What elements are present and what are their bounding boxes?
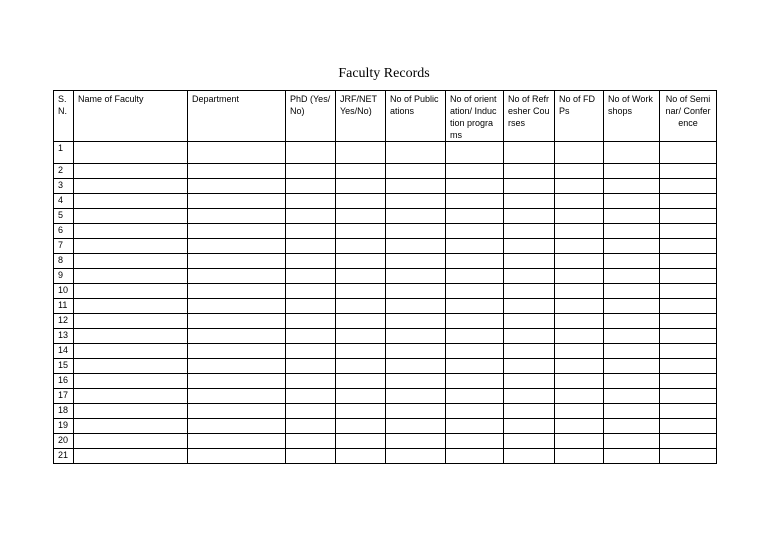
table-cell[interactable]	[336, 142, 386, 164]
header-department: Department	[188, 91, 286, 142]
table-cell[interactable]	[188, 209, 286, 224]
table-row	[54, 179, 717, 194]
table-cell[interactable]	[286, 142, 336, 164]
table-cell[interactable]	[660, 299, 717, 314]
table-cell[interactable]	[604, 359, 660, 374]
table-cell[interactable]	[504, 344, 555, 359]
table-row	[54, 374, 717, 389]
table-cell[interactable]	[286, 389, 336, 404]
table-cell[interactable]	[386, 314, 446, 329]
records-body	[54, 142, 717, 464]
table-cell[interactable]	[555, 299, 604, 314]
table-cell[interactable]	[74, 142, 188, 164]
table-row	[54, 224, 717, 239]
table-cell[interactable]	[660, 254, 717, 269]
table-cell[interactable]	[604, 389, 660, 404]
table-cell[interactable]	[446, 179, 504, 194]
table-cell[interactable]	[504, 374, 555, 389]
table-cell[interactable]	[336, 419, 386, 434]
table-cell[interactable]	[386, 344, 446, 359]
table-cell[interactable]	[286, 254, 336, 269]
table-cell[interactable]	[604, 209, 660, 224]
table-cell[interactable]	[74, 434, 188, 449]
table-row	[54, 194, 717, 209]
table-cell[interactable]	[386, 179, 446, 194]
table-cell[interactable]	[446, 142, 504, 164]
table-row	[54, 359, 717, 374]
table-cell[interactable]	[188, 239, 286, 254]
table-cell[interactable]	[446, 374, 504, 389]
page-title: Faculty Records	[338, 66, 430, 81]
table-cell[interactable]	[74, 164, 188, 179]
table-cell[interactable]	[555, 254, 604, 269]
table-cell[interactable]	[336, 359, 386, 374]
table-cell[interactable]	[446, 194, 504, 209]
table-cell[interactable]	[604, 164, 660, 179]
table-row	[54, 314, 717, 329]
table-cell[interactable]	[386, 239, 446, 254]
table-cell[interactable]	[386, 329, 446, 344]
table-cell[interactable]	[555, 179, 604, 194]
table-cell[interactable]	[504, 224, 555, 239]
table-cell[interactable]	[336, 164, 386, 179]
header-orientation-induction: No of orientation/ Induction programs	[446, 91, 504, 142]
table-cell[interactable]	[336, 314, 386, 329]
serial-number-cell: 2	[54, 164, 74, 179]
serial-number-cell: 19	[54, 419, 74, 434]
table-cell[interactable]	[660, 224, 717, 239]
table-cell[interactable]	[555, 329, 604, 344]
table-cell[interactable]	[555, 224, 604, 239]
table-cell[interactable]	[604, 179, 660, 194]
table-cell[interactable]	[188, 164, 286, 179]
table-cell[interactable]	[504, 142, 555, 164]
table-cell[interactable]	[74, 239, 188, 254]
table-cell[interactable]	[74, 314, 188, 329]
table-cell[interactable]	[386, 419, 446, 434]
table-cell[interactable]	[446, 224, 504, 239]
table-cell[interactable]	[188, 299, 286, 314]
table-cell[interactable]	[660, 329, 717, 344]
table-cell[interactable]	[386, 434, 446, 449]
table-cell[interactable]	[386, 254, 446, 269]
table-cell[interactable]	[660, 374, 717, 389]
serial-number-cell: 8	[54, 254, 74, 269]
table-cell[interactable]	[336, 284, 386, 299]
table-cell[interactable]	[555, 142, 604, 164]
table-cell[interactable]	[188, 224, 286, 239]
table-cell[interactable]	[286, 359, 336, 374]
table-cell[interactable]	[286, 374, 336, 389]
table-cell[interactable]	[555, 359, 604, 374]
table-cell[interactable]	[74, 389, 188, 404]
serial-number-cell: 17	[54, 389, 74, 404]
serial-number-cell: 3	[54, 179, 74, 194]
table-cell[interactable]	[386, 142, 446, 164]
table-cell[interactable]	[188, 344, 286, 359]
table-cell[interactable]	[504, 314, 555, 329]
serial-number-cell: 16	[54, 374, 74, 389]
table-cell[interactable]	[555, 284, 604, 299]
table-cell[interactable]	[286, 179, 336, 194]
table-cell[interactable]	[660, 449, 717, 464]
table-cell[interactable]	[660, 284, 717, 299]
table-row	[54, 329, 717, 344]
table-cell[interactable]	[504, 419, 555, 434]
table-cell[interactable]	[386, 389, 446, 404]
header-seminar-conference: No of Seminar/ Conference	[660, 91, 717, 142]
table-cell[interactable]	[555, 164, 604, 179]
table-cell[interactable]	[336, 209, 386, 224]
table-cell[interactable]	[504, 434, 555, 449]
table-cell[interactable]	[446, 434, 504, 449]
table-cell[interactable]	[188, 194, 286, 209]
table-cell[interactable]	[504, 404, 555, 419]
table-cell[interactable]	[504, 389, 555, 404]
table-cell[interactable]	[555, 314, 604, 329]
table-cell[interactable]	[604, 434, 660, 449]
table-cell[interactable]	[446, 269, 504, 284]
serial-number-cell: 7	[54, 239, 74, 254]
table-cell[interactable]	[604, 299, 660, 314]
table-row	[54, 209, 717, 224]
table-cell[interactable]	[74, 359, 188, 374]
table-cell[interactable]	[504, 209, 555, 224]
header-jrf-net: JRF/NET Yes/No)	[336, 91, 386, 142]
table-cell[interactable]	[446, 359, 504, 374]
serial-number-cell: 12	[54, 314, 74, 329]
table-cell[interactable]	[188, 389, 286, 404]
table-cell[interactable]	[188, 314, 286, 329]
table-cell[interactable]	[446, 314, 504, 329]
table-cell[interactable]	[74, 344, 188, 359]
table-cell[interactable]	[555, 374, 604, 389]
header-name-of-faculty: Name of Faculty	[74, 91, 188, 142]
table-cell[interactable]	[188, 374, 286, 389]
header-phd: PhD (Yes/No)	[286, 91, 336, 142]
table-cell[interactable]	[286, 314, 336, 329]
table-cell[interactable]	[504, 329, 555, 344]
table-row	[54, 254, 717, 269]
table-cell[interactable]	[386, 284, 446, 299]
table-cell[interactable]	[504, 359, 555, 374]
table-cell[interactable]	[74, 209, 188, 224]
table-cell[interactable]	[386, 404, 446, 419]
table-row	[54, 389, 717, 404]
table-cell[interactable]	[188, 179, 286, 194]
table-cell[interactable]	[336, 299, 386, 314]
table-cell[interactable]	[604, 419, 660, 434]
table-row	[54, 299, 717, 314]
table-cell[interactable]	[604, 269, 660, 284]
table-cell[interactable]	[286, 299, 336, 314]
table-cell[interactable]	[188, 284, 286, 299]
table-row	[54, 239, 717, 254]
serial-number-cell: 1	[54, 142, 74, 164]
table-cell[interactable]	[74, 269, 188, 284]
table-row	[54, 449, 717, 464]
table-cell[interactable]	[336, 224, 386, 239]
table-cell[interactable]	[604, 314, 660, 329]
table-cell[interactable]	[555, 449, 604, 464]
serial-number-cell: 13	[54, 329, 74, 344]
table-cell[interactable]	[188, 142, 286, 164]
table-cell[interactable]	[604, 374, 660, 389]
table-cell[interactable]	[604, 224, 660, 239]
table-cell[interactable]	[188, 434, 286, 449]
table-cell[interactable]	[660, 434, 717, 449]
table-cell[interactable]	[446, 209, 504, 224]
table-cell[interactable]	[286, 164, 336, 179]
table-row	[54, 344, 717, 359]
table-cell[interactable]	[74, 299, 188, 314]
table-cell[interactable]	[660, 269, 717, 284]
table-cell[interactable]	[386, 224, 446, 239]
table-cell[interactable]	[446, 419, 504, 434]
table-cell[interactable]	[286, 284, 336, 299]
table-cell[interactable]	[286, 404, 336, 419]
table-cell[interactable]	[446, 449, 504, 464]
table-cell[interactable]	[446, 404, 504, 419]
table-cell[interactable]	[446, 239, 504, 254]
table-cell[interactable]	[660, 239, 717, 254]
table-cell[interactable]	[336, 329, 386, 344]
table-cell[interactable]	[504, 194, 555, 209]
table-cell[interactable]	[386, 299, 446, 314]
table-cell[interactable]	[286, 209, 336, 224]
serial-number-cell: 6	[54, 224, 74, 239]
header-publications: No of Publications	[386, 91, 446, 142]
table-cell[interactable]	[188, 359, 286, 374]
table-cell[interactable]	[386, 374, 446, 389]
table-cell[interactable]	[74, 254, 188, 269]
table-cell[interactable]	[504, 284, 555, 299]
serial-number-cell: 15	[54, 359, 74, 374]
table-cell[interactable]	[555, 194, 604, 209]
table-row	[54, 404, 717, 419]
table-cell[interactable]	[74, 329, 188, 344]
table-cell[interactable]	[604, 284, 660, 299]
table-row	[54, 284, 717, 299]
table-cell[interactable]	[74, 179, 188, 194]
table-cell[interactable]	[555, 269, 604, 284]
table-cell[interactable]	[286, 449, 336, 464]
table-cell[interactable]	[604, 404, 660, 419]
table-cell[interactable]	[336, 194, 386, 209]
table-cell[interactable]	[286, 269, 336, 284]
table-cell[interactable]	[446, 164, 504, 179]
table-cell[interactable]	[660, 164, 717, 179]
table-cell[interactable]	[555, 209, 604, 224]
table-cell[interactable]	[386, 269, 446, 284]
table-cell[interactable]	[604, 329, 660, 344]
table-cell[interactable]	[660, 404, 717, 419]
header-sn: S. N.	[54, 91, 74, 142]
table-cell[interactable]	[504, 239, 555, 254]
table-cell[interactable]	[555, 404, 604, 419]
table-cell[interactable]	[336, 179, 386, 194]
table-cell[interactable]	[74, 284, 188, 299]
table-cell[interactable]	[336, 389, 386, 404]
serial-number-cell: 10	[54, 284, 74, 299]
table-cell[interactable]	[555, 239, 604, 254]
table-cell[interactable]	[286, 224, 336, 239]
table-cell[interactable]	[336, 269, 386, 284]
table-row	[54, 269, 717, 284]
table-cell[interactable]	[660, 419, 717, 434]
table-cell[interactable]	[446, 389, 504, 404]
table-cell[interactable]	[604, 254, 660, 269]
table-cell[interactable]	[660, 209, 717, 224]
table-row	[54, 434, 717, 449]
table-cell[interactable]	[336, 404, 386, 419]
table-cell[interactable]	[555, 419, 604, 434]
table-cell[interactable]	[504, 164, 555, 179]
table-cell[interactable]	[504, 179, 555, 194]
table-cell[interactable]	[336, 344, 386, 359]
table-cell[interactable]	[386, 164, 446, 179]
table-cell[interactable]	[386, 449, 446, 464]
table-cell[interactable]	[604, 449, 660, 464]
table-cell[interactable]	[555, 344, 604, 359]
table-cell[interactable]	[660, 344, 717, 359]
table-cell[interactable]	[286, 419, 336, 434]
table-cell[interactable]	[386, 359, 446, 374]
table-cell[interactable]	[504, 299, 555, 314]
serial-number-cell: 18	[54, 404, 74, 419]
table-cell[interactable]	[188, 449, 286, 464]
table-cell[interactable]	[660, 194, 717, 209]
table-cell[interactable]	[286, 194, 336, 209]
serial-number-cell: 11	[54, 299, 74, 314]
table-cell[interactable]	[660, 179, 717, 194]
table-cell[interactable]	[74, 194, 188, 209]
table-cell[interactable]	[188, 254, 286, 269]
table-cell[interactable]	[446, 329, 504, 344]
table-cell[interactable]	[660, 359, 717, 374]
header-fdps: No of FDPs	[555, 91, 604, 142]
header-workshops: No of Workshops	[604, 91, 660, 142]
table-cell[interactable]	[660, 314, 717, 329]
serial-number-cell: 14	[54, 344, 74, 359]
faculty-records-table	[53, 90, 717, 464]
table-cell[interactable]	[286, 329, 336, 344]
table-cell[interactable]	[74, 404, 188, 419]
table-cell[interactable]	[555, 389, 604, 404]
header-row	[54, 91, 717, 142]
table-cell[interactable]	[504, 449, 555, 464]
table-cell[interactable]	[446, 299, 504, 314]
serial-number-cell: 20	[54, 434, 74, 449]
table-cell[interactable]	[286, 344, 336, 359]
table-cell[interactable]	[446, 344, 504, 359]
table-row	[54, 142, 717, 164]
table-cell[interactable]	[386, 194, 446, 209]
table-cell[interactable]	[336, 449, 386, 464]
table-cell[interactable]	[504, 254, 555, 269]
table-cell[interactable]	[504, 269, 555, 284]
table-cell[interactable]	[188, 419, 286, 434]
table-cell[interactable]	[286, 239, 336, 254]
table-cell[interactable]	[188, 269, 286, 284]
table-cell[interactable]	[446, 254, 504, 269]
table-cell[interactable]	[188, 404, 286, 419]
table-cell[interactable]	[660, 142, 717, 164]
table-cell[interactable]	[604, 344, 660, 359]
table-cell[interactable]	[604, 142, 660, 164]
table-cell[interactable]	[336, 239, 386, 254]
table-cell[interactable]	[188, 329, 286, 344]
table-cell[interactable]	[336, 374, 386, 389]
serial-number-cell: 5	[54, 209, 74, 224]
table-cell[interactable]	[604, 239, 660, 254]
table-cell[interactable]	[446, 284, 504, 299]
serial-number-cell: 21	[54, 449, 74, 464]
table-cell[interactable]	[336, 434, 386, 449]
table-cell[interactable]	[604, 194, 660, 209]
table-cell[interactable]	[74, 374, 188, 389]
table-cell[interactable]	[660, 389, 717, 404]
table-row	[54, 164, 717, 179]
table-cell[interactable]	[286, 434, 336, 449]
table-cell[interactable]	[74, 224, 188, 239]
serial-number-cell: 4	[54, 194, 74, 209]
table-cell[interactable]	[74, 449, 188, 464]
table-cell[interactable]	[386, 209, 446, 224]
serial-number-cell: 9	[54, 269, 74, 284]
table-cell[interactable]	[74, 419, 188, 434]
header-refresher-courses: No of Refresher Courses	[504, 91, 555, 142]
table-cell[interactable]	[555, 434, 604, 449]
table-cell[interactable]	[336, 254, 386, 269]
table-row	[54, 419, 717, 434]
